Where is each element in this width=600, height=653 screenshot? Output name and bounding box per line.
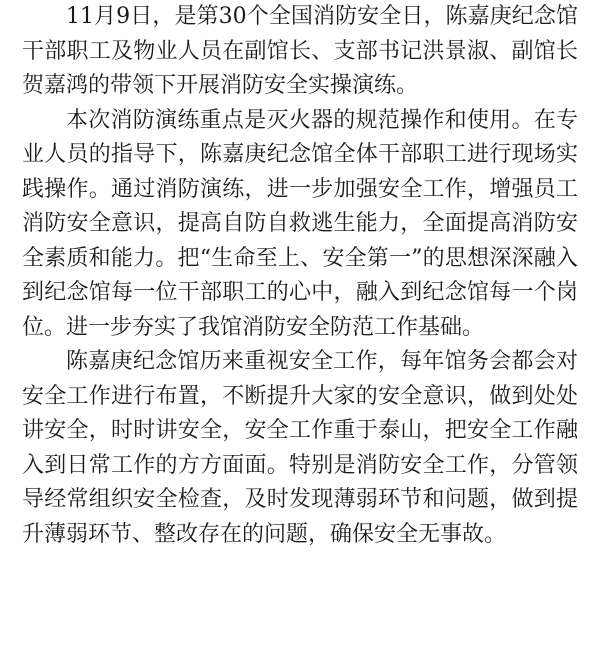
paragraph-1: 11月9日，是第30个全国消防安全日，陈嘉庚纪念馆干部职工及物业人员在副馆长、支部书记洪景淑、副馆长贺嘉鸿的带领下开展消防安全实操演练。 [22,4,578,98]
paragraph-3: 陈嘉庚纪念馆历来重视安全工作，每年馆务会都会对安全工作进行布置，不断提升大家的安全意识，做到处处讲安全，时时讲安全，安全工作重于泰山，把安全工作融入到日常工作的方方面面。特别是消防安全工作，分管领导经常组织安全检查，及时发现薄弱环节和问题，做到提升薄弱环节、整改存在的问题，确保安全无事故。 [22,349,578,547]
paragraph-2: 本次消防演练重点是灭火器的规范操作和使用。在专业人员的指导下，陈嘉庚纪念馆全体干部职工进行现场实践操作。通过消防演练，进一步加强安全工作，增强员工消防安全意识，提高自防自救逃生能力，全面提高消防安全素质和能力。把“生命至上、安全第一”的思想深深融入到纪念馆每一位干部职工的心中，融入到纪念馆每一个岗位。进一步夯实了我馆消防安全防范工作基础。 [22,107,578,340]
